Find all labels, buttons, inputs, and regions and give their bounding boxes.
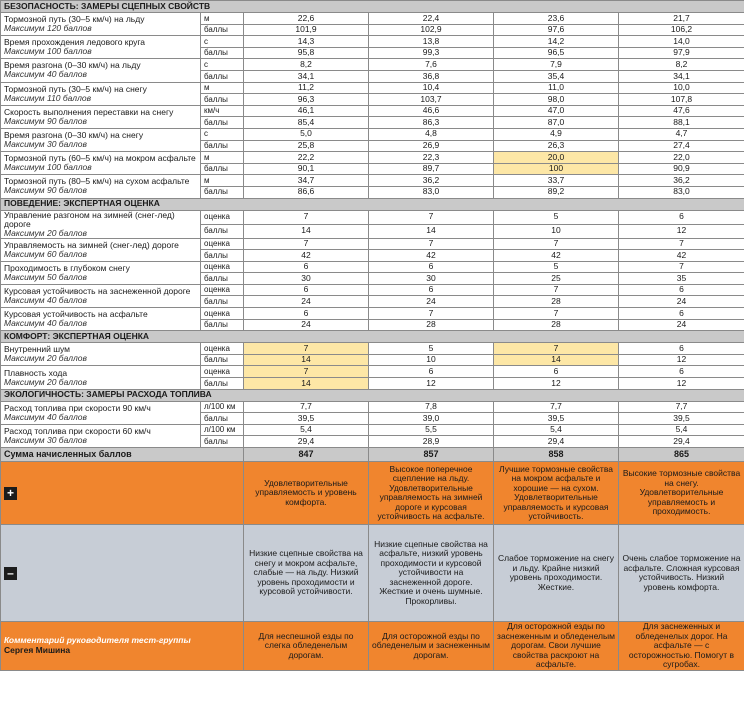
unit-cell: баллы [201, 436, 244, 448]
unit-cell: баллы [201, 163, 244, 175]
value-cell: 7 [494, 343, 619, 355]
metric-name [1, 210, 201, 238]
sum-row [1, 448, 744, 462]
value-cell: 28,9 [369, 436, 494, 448]
value-cell: 5 [494, 261, 619, 273]
value-cell: 89,2 [494, 186, 619, 198]
value-cell: 46,1 [244, 105, 369, 117]
value-cell: 95,8 [244, 47, 369, 59]
metric-max: Максимум 100 баллов [4, 46, 92, 57]
pros-row-icon: + [4, 487, 17, 500]
value-cell: 23,6 [494, 13, 619, 25]
metric-max: Максимум 40 баллов [4, 318, 87, 329]
value-cell: 83,0 [369, 186, 494, 198]
value-cell: 6 [369, 284, 494, 296]
pros-row-sign-cell [1, 462, 244, 525]
value-cell: 10 [369, 354, 494, 366]
cons-row [1, 525, 744, 622]
value-cell: 88,1 [619, 117, 744, 129]
unit-cell: оценка [201, 308, 244, 320]
value-cell: 90,1 [244, 163, 369, 175]
value-cell: 42 [494, 250, 619, 262]
value-cell: 36,2 [369, 175, 494, 187]
value-cell: 26,3 [494, 140, 619, 152]
value-cell: 10,4 [369, 82, 494, 94]
value-cell: 99,3 [369, 47, 494, 59]
unit-cell: баллы [201, 296, 244, 308]
value-cell: 11,0 [494, 82, 619, 94]
metric-name [1, 366, 201, 389]
value-cell: 7 [494, 284, 619, 296]
comment-author: Сергея Мишина [4, 644, 71, 655]
metric-title: Тормозной путь (60–5 км/ч) на мокром асфальте [4, 153, 196, 164]
unit-cell: баллы [201, 140, 244, 152]
value-cell: 24 [244, 319, 369, 331]
value-cell: 39,5 [619, 413, 744, 425]
value-cell: 29,4 [494, 436, 619, 448]
value-cell: 24 [619, 296, 744, 308]
unit-cell: с [201, 36, 244, 48]
value-cell: 87,0 [494, 117, 619, 129]
value-cell: 6 [369, 261, 494, 273]
section-title: ЭКОЛОГИЧНОСТЬ: ЗАМЕРЫ РАСХОДА ТОПЛИВА [1, 389, 744, 401]
table-row [1, 59, 744, 71]
comment-text: Для осторожной езды по обледенелым и заснеженным дорогам. [369, 622, 494, 671]
section-header [1, 198, 744, 210]
value-cell: 24 [244, 296, 369, 308]
value-cell: 27,4 [619, 140, 744, 152]
value-cell: 106,2 [619, 24, 744, 36]
table-row [1, 238, 744, 250]
value-cell: 7 [244, 210, 369, 224]
metric-title: Расход топлива при скорости 60 км/ч [4, 425, 151, 436]
unit-cell: л/100 км [201, 424, 244, 436]
unit-cell: баллы [201, 24, 244, 36]
section-title: КОМФОРТ: ЭКСПЕРТНАЯ ОЦЕНКА [1, 331, 744, 343]
section-title: ПОВЕДЕНИЕ: ЭКСПЕРТНАЯ ОЦЕНКА [1, 198, 744, 210]
cons-row-text: Низкие сцепные свойства на снегу и мокром асфальте, слабые — на льду. Низкий уровень проходимости и курсовой устойчивости. [244, 525, 369, 622]
metric-max: Максимум 90 баллов [4, 115, 87, 126]
value-cell: 96,5 [494, 47, 619, 59]
metric-title: Управление разгоном на зимней (снег-лед) дороге [4, 210, 175, 229]
metric-title: Тормозной путь (80–5 км/ч) на сухом асфальте [4, 176, 190, 187]
sum-value: 857 [369, 448, 494, 462]
unit-cell: баллы [201, 47, 244, 59]
value-cell: 97,9 [619, 47, 744, 59]
metric-name [1, 308, 201, 331]
unit-cell: баллы [201, 250, 244, 262]
unit-cell: баллы [201, 94, 244, 106]
comment-row [1, 622, 744, 671]
value-cell: 42 [244, 250, 369, 262]
unit-cell: л/100 км [201, 401, 244, 413]
value-cell: 7 [494, 238, 619, 250]
value-cell: 6 [619, 210, 744, 224]
value-cell: 5,5 [369, 424, 494, 436]
metric-name [1, 284, 201, 307]
value-cell: 85,4 [244, 117, 369, 129]
value-cell: 7 [369, 210, 494, 224]
comment-label: Комментарий руководителя тест-группы [4, 635, 191, 646]
metric-title: Тормозной путь (30–5 км/ч) на льду [4, 14, 145, 25]
value-cell: 25 [494, 273, 619, 285]
value-cell: 28 [494, 319, 619, 331]
metric-name [1, 343, 201, 366]
metric-title: Время разгона (0–30 км/ч) на льду [4, 60, 141, 71]
unit-cell: баллы [201, 186, 244, 198]
value-cell: 36,8 [369, 70, 494, 82]
unit-cell: м [201, 13, 244, 25]
value-cell: 14 [244, 378, 369, 390]
value-cell: 39,5 [244, 413, 369, 425]
value-cell: 36,2 [619, 175, 744, 187]
unit-cell: баллы [201, 70, 244, 82]
comment-text: Для неспешной езды по слегка обледенелым дорогам. [244, 622, 369, 671]
metric-title: Скорость выполнения переставки на снегу [4, 106, 174, 117]
value-cell: 90,9 [619, 163, 744, 175]
section-title: БЕЗОПАСНОСТЬ: ЗАМЕРЫ СЦЕПНЫХ СВОЙСТВ [1, 1, 744, 13]
value-cell: 7,7 [619, 401, 744, 413]
pros-row [1, 462, 744, 525]
table-row [1, 105, 744, 117]
value-cell: 6 [619, 308, 744, 320]
table-row [1, 424, 744, 436]
metric-title: Управляемость на зимней (снег-лед) дороге [4, 239, 179, 250]
metric-max: Максимум 20 баллов [4, 376, 87, 387]
value-cell: 6 [244, 261, 369, 273]
metric-max: Максимум 60 баллов [4, 248, 87, 259]
metric-name [1, 105, 201, 128]
unit-cell: баллы [201, 378, 244, 390]
cons-row-icon: – [4, 567, 17, 580]
value-cell: 26,9 [369, 140, 494, 152]
value-cell: 14 [494, 354, 619, 366]
comment-text: Для осторожной езды по заснеженным и обледенелым дорогам. Свои лучшие свойства раскроют на асфальте. [494, 622, 619, 671]
metric-max: Максимум 30 баллов [4, 139, 87, 150]
value-cell: 6 [494, 366, 619, 378]
sum-value: 858 [494, 448, 619, 462]
unit-cell: м [201, 175, 244, 187]
value-cell: 8,2 [244, 59, 369, 71]
metric-name [1, 82, 201, 105]
section-header [1, 331, 744, 343]
metric-max: Максимум 100 баллов [4, 162, 92, 173]
value-cell: 22,6 [244, 13, 369, 25]
value-cell: 100 [494, 163, 619, 175]
value-cell: 86,3 [369, 117, 494, 129]
unit-cell: баллы [201, 117, 244, 129]
table-row [1, 128, 744, 140]
unit-cell: оценка [201, 366, 244, 378]
value-cell: 97,6 [494, 24, 619, 36]
value-cell: 22,3 [369, 152, 494, 164]
cons-row-sign-cell [1, 525, 244, 622]
value-cell: 35,4 [494, 70, 619, 82]
metric-name [1, 401, 201, 424]
sum-value: 865 [619, 448, 744, 462]
metric-max: Максимум 20 баллов [4, 353, 87, 364]
value-cell: 34,7 [244, 175, 369, 187]
metric-name [1, 13, 201, 36]
unit-cell: оценка [201, 343, 244, 355]
value-cell: 5,4 [494, 424, 619, 436]
value-cell: 34,1 [244, 70, 369, 82]
pros-row-text: Удовлетворительные управляемость и уровень комфорта. [244, 462, 369, 525]
comment-label-cell [1, 622, 244, 671]
value-cell: 7 [244, 343, 369, 355]
metric-max: Максимум 20 баллов [4, 227, 87, 238]
value-cell: 46,6 [369, 105, 494, 117]
value-cell: 39,0 [369, 413, 494, 425]
value-cell: 30 [244, 273, 369, 285]
comment-text: Для заснеженных и обледенелых дорог. На асфальте — с осторожностью. Помогут в сугробах. [619, 622, 744, 671]
metric-max: Максимум 110 баллов [4, 92, 92, 103]
value-cell: 101,9 [244, 24, 369, 36]
unit-cell: оценка [201, 238, 244, 250]
metric-name [1, 128, 201, 151]
table-row [1, 261, 744, 273]
value-cell: 14,2 [494, 36, 619, 48]
value-cell: 7 [244, 366, 369, 378]
cons-row-text: Очень слабое торможение на асфальте. Сложная курсовая устойчивость. Низкий уровень комфорта. [619, 525, 744, 622]
value-cell: 98,0 [494, 94, 619, 106]
unit-cell: с [201, 128, 244, 140]
value-cell: 29,4 [619, 436, 744, 448]
table-row [1, 82, 744, 94]
unit-cell: м [201, 82, 244, 94]
value-cell: 25,8 [244, 140, 369, 152]
value-cell: 83,0 [619, 186, 744, 198]
unit-cell: оценка [201, 284, 244, 296]
value-cell: 7 [369, 308, 494, 320]
metric-title: Тормозной путь (30–5 км/ч) на снегу [4, 83, 147, 94]
value-cell: 7 [369, 238, 494, 250]
value-cell: 7,8 [369, 401, 494, 413]
value-cell: 14,0 [619, 36, 744, 48]
table-row [1, 343, 744, 355]
value-cell: 7 [494, 308, 619, 320]
value-cell: 33,7 [494, 175, 619, 187]
table-row [1, 210, 744, 224]
value-cell: 8,2 [619, 59, 744, 71]
value-cell: 47,0 [494, 105, 619, 117]
value-cell: 21,7 [619, 13, 744, 25]
value-cell: 42 [619, 250, 744, 262]
metric-title: Время разгона (0–30 км/ч) на снегу [4, 130, 144, 141]
metric-max: Максимум 40 баллов [4, 411, 87, 422]
metric-title: Плавность хода [4, 367, 68, 378]
value-cell: 12 [619, 224, 744, 238]
value-cell: 103,7 [369, 94, 494, 106]
unit-cell: баллы [201, 224, 244, 238]
metric-title: Курсовая устойчивость на асфальте [4, 309, 148, 320]
value-cell: 5,4 [619, 424, 744, 436]
unit-cell: с [201, 59, 244, 71]
table-row [1, 36, 744, 48]
value-cell: 102,9 [369, 24, 494, 36]
value-cell: 22,4 [369, 13, 494, 25]
value-cell: 6 [619, 343, 744, 355]
value-cell: 28 [494, 296, 619, 308]
value-cell: 6 [244, 284, 369, 296]
metric-title: Внутренний шум [4, 344, 71, 355]
unit-cell: баллы [201, 319, 244, 331]
table-row [1, 308, 744, 320]
value-cell: 14 [244, 354, 369, 366]
section-header [1, 1, 744, 13]
value-cell: 12 [619, 354, 744, 366]
unit-cell: м [201, 152, 244, 164]
unit-cell: баллы [201, 413, 244, 425]
table-row [1, 13, 744, 25]
value-cell: 22,0 [619, 152, 744, 164]
unit-cell: оценка [201, 210, 244, 224]
value-cell: 5 [369, 343, 494, 355]
value-cell: 20,0 [494, 152, 619, 164]
value-cell: 7,7 [494, 401, 619, 413]
value-cell: 5,4 [244, 424, 369, 436]
value-cell: 89,7 [369, 163, 494, 175]
table-row [1, 284, 744, 296]
value-cell: 6 [244, 308, 369, 320]
value-cell: 30 [369, 273, 494, 285]
value-cell: 4,7 [619, 128, 744, 140]
cons-row-text: Слабое торможение на снегу и льду. Крайне низкий уровень проходимости. Жесткие. [494, 525, 619, 622]
value-cell: 86,6 [244, 186, 369, 198]
metric-name [1, 36, 201, 59]
value-cell: 29,4 [244, 436, 369, 448]
metric-max: Максимум 90 баллов [4, 185, 87, 196]
value-cell: 14 [369, 224, 494, 238]
value-cell: 34,1 [619, 70, 744, 82]
value-cell: 47,6 [619, 105, 744, 117]
metric-max: Максимум 40 баллов [4, 294, 87, 305]
value-cell: 6 [619, 284, 744, 296]
value-cell: 10 [494, 224, 619, 238]
value-cell: 11,2 [244, 82, 369, 94]
metric-max: Максимум 120 баллов [4, 23, 92, 34]
unit-cell: баллы [201, 273, 244, 285]
metric-max: Максимум 40 баллов [4, 69, 87, 80]
table-row [1, 401, 744, 413]
table-row [1, 175, 744, 187]
metric-title: Расход топлива при скорости 90 км/ч [4, 402, 151, 413]
pros-row-text: Высокие тормозные свойства на снегу. Удовлетворительные управляемость и проходимость. [619, 462, 744, 525]
sum-label: Сумма начисленных баллов [1, 448, 244, 462]
value-cell: 5 [494, 210, 619, 224]
value-cell: 12 [369, 378, 494, 390]
value-cell: 14 [244, 224, 369, 238]
value-cell: 39,5 [494, 413, 619, 425]
value-cell: 12 [494, 378, 619, 390]
sum-value: 847 [244, 448, 369, 462]
section-header [1, 389, 744, 401]
value-cell: 7 [619, 238, 744, 250]
table-row [1, 152, 744, 164]
value-cell: 35 [619, 273, 744, 285]
value-cell: 12 [619, 378, 744, 390]
metric-title: Время прохождения ледового круга [4, 37, 146, 48]
value-cell: 7,9 [494, 59, 619, 71]
value-cell: 13,8 [369, 36, 494, 48]
metric-max: Максимум 30 баллов [4, 434, 87, 445]
unit-cell: км/ч [201, 105, 244, 117]
value-cell: 7 [244, 238, 369, 250]
metric-name [1, 152, 201, 175]
value-cell: 24 [619, 319, 744, 331]
value-cell: 4,8 [369, 128, 494, 140]
pros-row-text: Высокое поперечное сцепление на льду. Удовлетворительные управляемость на зимней дороге и курсовая устойчивость на асфальте. [369, 462, 494, 525]
cons-row-text: Низкие сцепные свойства на асфальте, низкий уровень проходимости и курсовой устойчивости на заснеженной дороге. Жесткие и очень шумные. Прокорливы. [369, 525, 494, 622]
unit-cell: оценка [201, 261, 244, 273]
unit-cell: баллы [201, 354, 244, 366]
value-cell: 7,7 [244, 401, 369, 413]
value-cell: 7,6 [369, 59, 494, 71]
value-cell: 28 [369, 319, 494, 331]
value-cell: 107,8 [619, 94, 744, 106]
metric-name [1, 424, 201, 447]
value-cell: 96,3 [244, 94, 369, 106]
metric-name [1, 175, 201, 198]
value-cell: 4,9 [494, 128, 619, 140]
value-cell: 6 [619, 366, 744, 378]
value-cell: 7 [619, 261, 744, 273]
value-cell: 14,3 [244, 36, 369, 48]
table-row [1, 366, 744, 378]
metric-name [1, 261, 201, 284]
metric-title: Проходимость в глубоком снегу [4, 262, 130, 273]
value-cell: 42 [369, 250, 494, 262]
pros-row-text: Лучшие тормозные свойства на мокром асфальте и хорошие — на сухом. Удовлетворительные управляемость и курсовая устойчивость. [494, 462, 619, 525]
metric-max: Максимум 50 баллов [4, 271, 87, 282]
value-cell: 24 [369, 296, 494, 308]
value-cell: 6 [369, 366, 494, 378]
metric-name [1, 59, 201, 82]
value-cell: 10,0 [619, 82, 744, 94]
value-cell: 5,0 [244, 128, 369, 140]
metric-name [1, 238, 201, 261]
metric-title: Курсовая устойчивость на заснеженной дороге [4, 285, 191, 296]
value-cell: 22,2 [244, 152, 369, 164]
